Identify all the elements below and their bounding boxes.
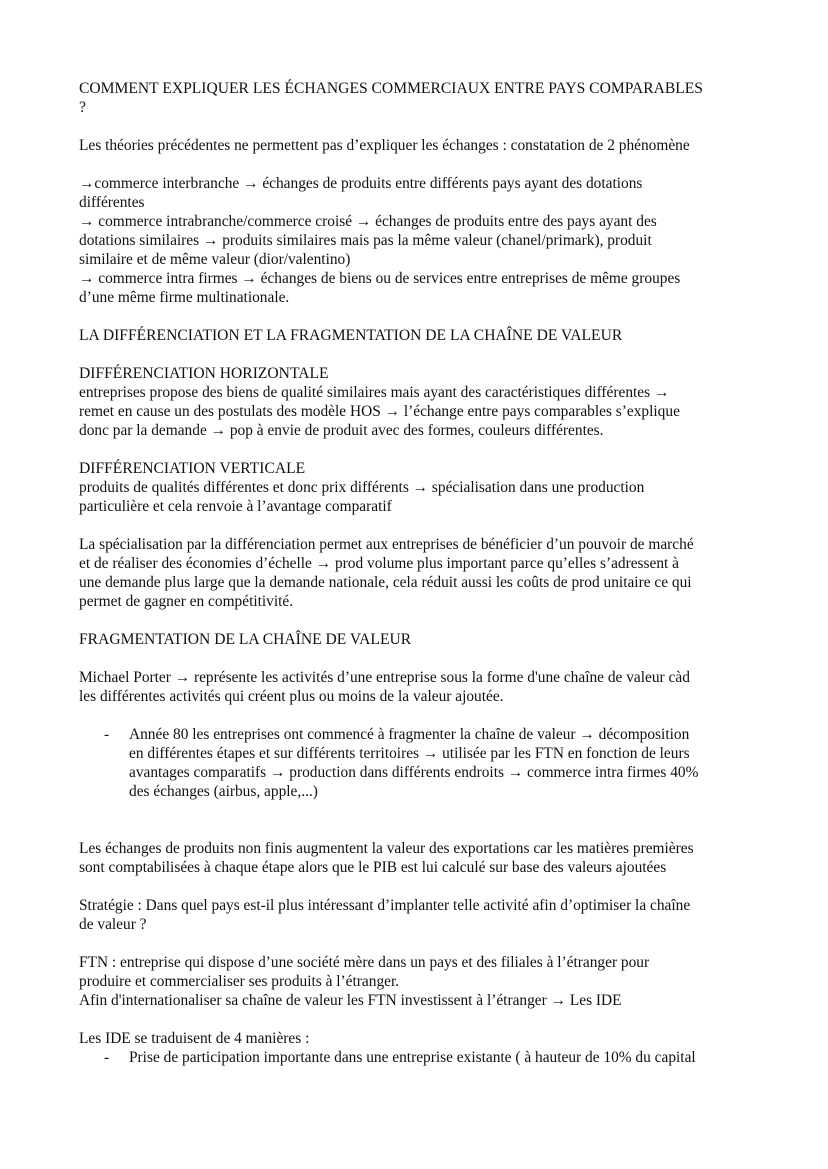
text-line: Stratégie : Dans quel pays est-il plus intéressant d’implanter telle activité afin d’optimiser la chaîne — [79, 897, 691, 914]
intro-paragraph — [79, 136, 759, 155]
text-line: Prise de participation importante dans une entreprise existante ( à hauteur de 10% du capital — [129, 1049, 696, 1066]
commerce-interbranche — [79, 174, 759, 212]
heading-text: LA DIFFÉRENCIATION ET LA FRAGMENTATION DE LA CHAÎNE DE VALEUR — [79, 327, 623, 344]
text-line: différentes — [79, 194, 145, 211]
list-item — [79, 1048, 759, 1067]
text-line: avantages comparatifs → production dans différents endroits → commerce intra firmes 40% — [129, 764, 699, 781]
text-line: de valeur ? — [79, 916, 147, 933]
text-line: Les IDE se traduisent de 4 manières : — [79, 1030, 310, 1047]
text-line: La spécialisation par la différenciation permet aux entreprises de bénéficier d’un pouvoir de marché — [79, 536, 694, 553]
text-line: une demande plus large que la demande nationale, cela réduit aussi les coûts de prod unitaire ce qui — [79, 574, 692, 591]
intro-text: Les théories précédentes ne permettent pas d’expliquer les échanges : constatation de 2 phénomène — [79, 137, 690, 154]
subheading-horizontal: DIFFÉRENCIATION HORIZONTALE — [79, 365, 329, 382]
vertical-differentiation — [79, 459, 759, 516]
text-line: Afin d'internationaliser sa chaîne de valeur les FTN investissent à l’étranger → Les IDE — [79, 992, 622, 1009]
non-finis-paragraph — [79, 839, 759, 877]
strategie-paragraph — [79, 896, 759, 934]
commerce-intra-firmes — [79, 269, 759, 307]
text-line: FTN : entreprise qui dispose d’une société mère dans un pays et des filiales à l’étranger pour — [79, 954, 650, 971]
title-line: COMMENT EXPLIQUER LES ÉCHANGES COMMERCIAUX ENTRE PAYS COMPARABLES — [79, 80, 703, 97]
text-line: entreprises propose des biens de qualité similaires mais ayant des caractéristiques différentes → — [79, 384, 670, 401]
text-line: remet en cause un des postulats des modèle HOS → l’échange entre pays comparables s’explique — [79, 403, 680, 420]
text-line: permet de gagner en compétitivité. — [79, 593, 294, 610]
bullet-dash-icon: - — [104, 1049, 110, 1066]
ftn-paragraph — [79, 953, 759, 1010]
text-line: produits de qualités différentes et donc prix différents → spécialisation dans une production — [79, 479, 645, 496]
text-line: d’une même firme multinationale. — [79, 289, 290, 306]
bullet-dash-icon: - — [104, 726, 110, 743]
text-line: → commerce intrabranche/commerce croisé → échanges de produits entre des pays ayant des — [79, 213, 657, 230]
text-line: produire et commercialiser ses produits à l’étranger. — [79, 973, 400, 990]
specialisation-paragraph — [79, 535, 759, 611]
text-line: sont comptabilisées à chaque étape alors que le PIB est lui calculé sur base des valeurs ajoutées — [79, 859, 667, 876]
list-item — [79, 725, 759, 801]
text-line: et de réaliser des économies d’échelle → prod volume plus important parce qu’elles s’adressent à — [79, 555, 680, 572]
commerce-types — [79, 174, 759, 307]
fragmentation-bullets — [79, 725, 759, 801]
commerce-intrabranche — [79, 212, 759, 269]
text-line: similaire et de même valeur (dior/valentino) — [79, 251, 351, 268]
horizontal-differentiation — [79, 364, 759, 440]
ide-intro — [79, 1029, 759, 1048]
heading-text: FRAGMENTATION DE LA CHAÎNE DE VALEUR — [79, 631, 412, 648]
subheading-vertical: DIFFÉRENCIATION VERTICALE — [79, 460, 306, 477]
text-line: →commerce interbranche → échanges de produits entre différents pays ayant des dotations — [79, 175, 643, 192]
section-heading-differenciation — [79, 326, 759, 345]
section-heading-fragmentation — [79, 630, 759, 649]
document-page — [79, 79, 759, 1067]
text-line: des échanges (airbus, apple,...) — [129, 783, 318, 800]
text-line: en différentes étapes et sur différents territoires → utilisée par les FTN en fonction de leurs — [129, 745, 690, 762]
text-line: Michael Porter → représente les activités d’une entreprise sous la forme d'une chaîne de valeur càd — [79, 669, 690, 686]
text-line: donc par la demande → pop à envie de produit avec des formes, couleurs différentes. — [79, 422, 604, 439]
text-line: particulière et cela renvoie à l’avantage comparatif — [79, 498, 392, 515]
text-line: → commerce intra firmes → échanges de biens ou de services entre entreprises de même groupes — [79, 270, 681, 287]
text-line: les différentes activités qui créent plus ou moins de la valeur ajoutée. — [79, 688, 504, 705]
ide-bullets — [79, 1048, 759, 1067]
porter-paragraph — [79, 668, 759, 706]
title-line: ? — [79, 99, 86, 116]
text-line: Année 80 les entreprises ont commencé à fragmenter la chaîne de valeur → décomposition — [129, 726, 690, 743]
text-line: Les échanges de produits non finis augmentent la valeur des exportations car les matières premières — [79, 840, 694, 857]
text-line: dotations similaires → produits similaires mais pas la même valeur (chanel/primark), produit — [79, 232, 652, 249]
document-title — [79, 79, 759, 117]
